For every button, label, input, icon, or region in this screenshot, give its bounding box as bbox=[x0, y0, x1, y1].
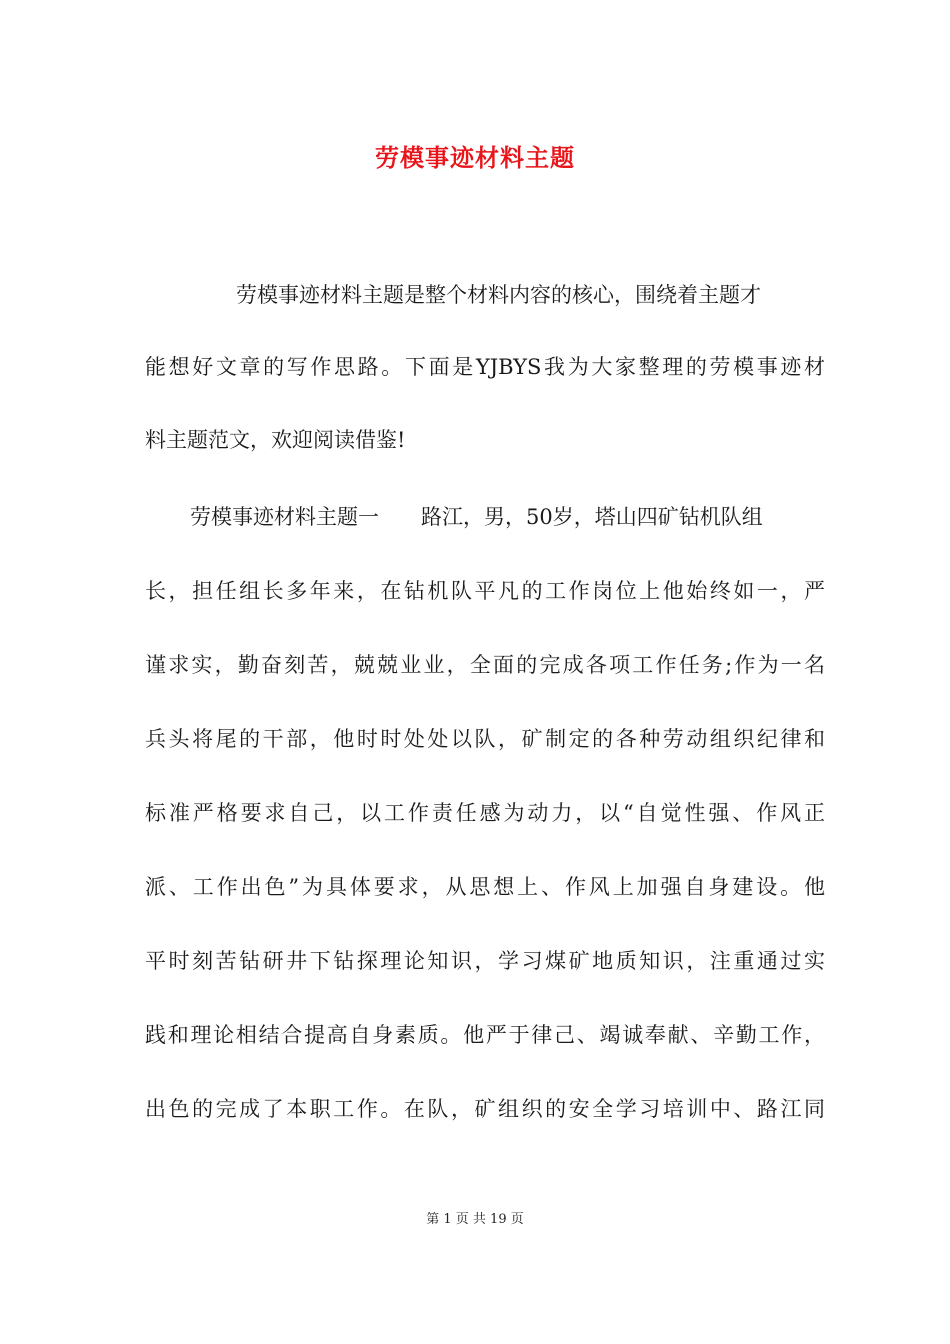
paragraph-line-9: 派、工作出色”为具体要求，从思想上、作风上加强自身建设。他 bbox=[145, 875, 825, 899]
paragraph-line-6: 谨求实，勤奋刻苦，兢兢业业，全面的完成各项工作任务;作为一名 bbox=[145, 653, 825, 677]
paragraph-line-2: 能想好文章的写作思路。下面是YJBYS我为大家整理的劳模事迹材 bbox=[145, 355, 825, 379]
paragraph-line-10: 平时刻苦钻研井下钻探理论知识，学习煤矿地质知识，注重通过实 bbox=[145, 949, 825, 973]
paragraph-line-4: 劳模事迹材料主题一 路江，男，50岁，塔山四矿钻机队组 bbox=[190, 505, 763, 529]
paragraph-line-8: 标准严格要求自己，以工作责任感为动力，以“自觉性强、作风正 bbox=[145, 801, 825, 825]
paragraph-line-1: 劳模事迹材料主题是整个材料内容的核心，围绕着主题才 bbox=[236, 283, 761, 307]
page-number-footer: 第 1 页 共 19 页 bbox=[426, 1212, 524, 1227]
document-title: 劳模事迹材料主题 bbox=[375, 143, 575, 172]
paragraph-line-5: 长，担任组长多年来，在钻机队平凡的工作岗位上他始终如一，严 bbox=[145, 579, 825, 603]
paragraph-line-7: 兵头将尾的干部，他时时处处以队，矿制定的各种劳动组织纪律和 bbox=[145, 727, 825, 751]
paragraph-line-3: 料主题范文，欢迎阅读借鉴! bbox=[145, 428, 406, 452]
paragraph-line-11: 践和理论相结合提高自身素质。他严于律己、竭诚奉献、辛勤工作， bbox=[145, 1023, 825, 1047]
paragraph-line-12: 出色的完成了本职工作。在队，矿组织的安全学习培训中、路江同 bbox=[145, 1097, 825, 1121]
